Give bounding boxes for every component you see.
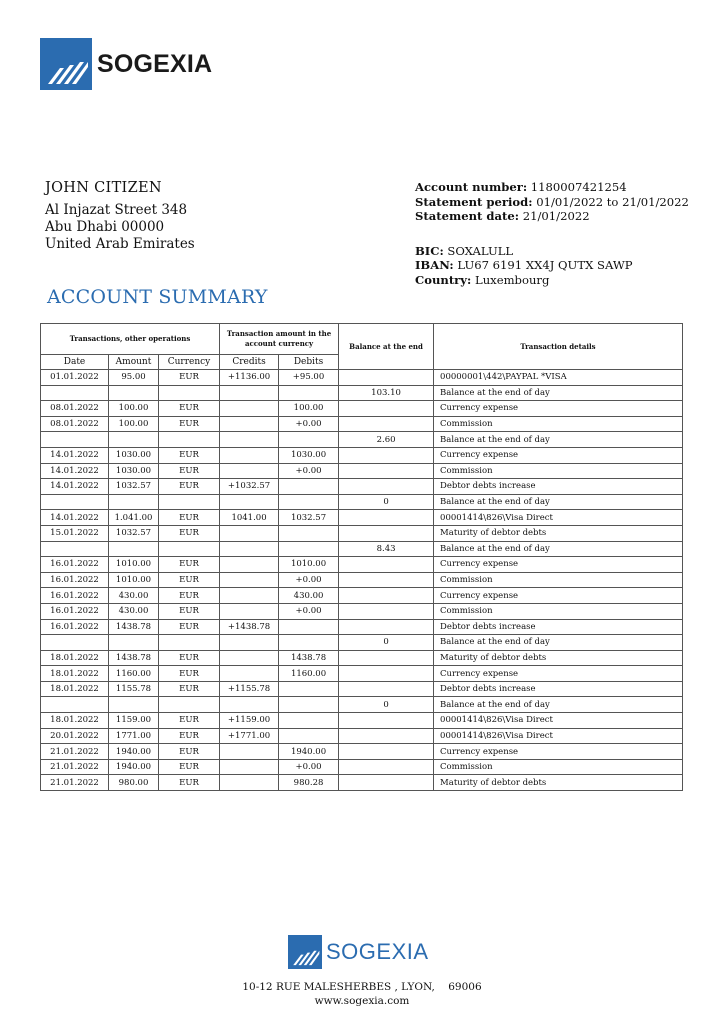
cell-details: Currency expense: [434, 401, 683, 417]
cell-date: [41, 697, 109, 713]
cell-credits: [220, 463, 279, 479]
cell-date: [41, 494, 109, 510]
cell-balance: 2.60: [339, 432, 434, 448]
cell-details: 00001414\826\Visa Direct: [434, 510, 683, 526]
cell-debits: [279, 619, 339, 635]
cell-currency: EUR: [159, 603, 220, 619]
cell-details: Balance at the end of day: [434, 541, 683, 557]
cell-currency: EUR: [159, 681, 220, 697]
table-row: [41, 370, 683, 386]
cell-credits: [220, 650, 279, 666]
bic-line: [415, 244, 689, 259]
cell-balance: [339, 510, 434, 526]
cell-details: Currency expense: [434, 447, 683, 463]
cell-details: Balance at the end of day: [434, 432, 683, 448]
cell-debits: [279, 432, 339, 448]
table-row: [41, 447, 683, 463]
cell-amount: 1010.00: [109, 557, 159, 573]
column-header-date: Date: [41, 355, 109, 370]
cell-credits: [220, 744, 279, 760]
cell-credits: +1032.57: [220, 479, 279, 495]
table-row: [41, 510, 683, 526]
account-number: 1180007421254: [530, 180, 627, 194]
cell-date: 15.01.2022: [41, 525, 109, 541]
table-row: [41, 525, 683, 541]
cell-date: 18.01.2022: [41, 650, 109, 666]
cell-amount: 430.00: [109, 603, 159, 619]
cell-details: Currency expense: [434, 666, 683, 682]
cell-balance: [339, 463, 434, 479]
cell-balance: [339, 666, 434, 682]
column-header-currency: Currency: [159, 355, 220, 370]
cell-balance: [339, 744, 434, 760]
cell-credits: [220, 416, 279, 432]
cell-currency: EUR: [159, 759, 220, 775]
cell-date: 18.01.2022: [41, 681, 109, 697]
cell-date: 08.01.2022: [41, 416, 109, 432]
cell-balance: [339, 479, 434, 495]
cell-credits: [220, 525, 279, 541]
table-row: [41, 650, 683, 666]
cell-balance: [339, 370, 434, 386]
cell-amount: 95.00: [109, 370, 159, 386]
cell-credits: [220, 557, 279, 573]
table-row: [41, 494, 683, 510]
cell-amount: 1010.00: [109, 572, 159, 588]
cell-credits: [220, 572, 279, 588]
cell-balance: [339, 603, 434, 619]
cell-details: Maturity of debtor debts: [434, 650, 683, 666]
cell-details: Currency expense: [434, 588, 683, 604]
cell-currency: [159, 541, 220, 557]
sogexia-footer-logo-icon: [288, 935, 322, 969]
cell-debits: +0.00: [279, 416, 339, 432]
cell-amount: 1438.78: [109, 650, 159, 666]
bic-label: BIC:: [415, 243, 444, 258]
cell-credits: [220, 494, 279, 510]
cell-balance: 0: [339, 635, 434, 651]
cell-amount: [109, 541, 159, 557]
account-info: [415, 180, 689, 288]
customer-address: [45, 180, 195, 253]
cell-credits: +1155.78: [220, 681, 279, 697]
cell-amount: 100.00: [109, 401, 159, 417]
cell-currency: EUR: [159, 619, 220, 635]
table-row: [41, 572, 683, 588]
cell-credits: [220, 541, 279, 557]
table-row: [41, 744, 683, 760]
cell-amount: [109, 494, 159, 510]
cell-debits: 980.28: [279, 775, 339, 791]
cell-currency: [159, 385, 220, 401]
cell-debits: [279, 728, 339, 744]
header-balance: Balance at the end: [339, 324, 434, 370]
cell-credits: [220, 603, 279, 619]
cell-debits: 1438.78: [279, 650, 339, 666]
cell-details: 00000001\442\PAYPAL *VISA: [434, 370, 683, 386]
header-operations: Transactions, other operations: [41, 324, 220, 355]
cell-balance: [339, 775, 434, 791]
cell-details: Debtor debts increase: [434, 479, 683, 495]
cell-debits: +95.00: [279, 370, 339, 386]
cell-balance: [339, 572, 434, 588]
cell-details: Commission: [434, 416, 683, 432]
cell-credits: [220, 432, 279, 448]
cell-date: 14.01.2022: [41, 463, 109, 479]
cell-details: Currency expense: [434, 557, 683, 573]
cell-details: Balance at the end of day: [434, 385, 683, 401]
cell-date: 16.01.2022: [41, 603, 109, 619]
table-row: [41, 463, 683, 479]
cell-debits: [279, 541, 339, 557]
cell-date: 14.01.2022: [41, 447, 109, 463]
cell-credits: +1136.00: [220, 370, 279, 386]
cell-amount: 1771.00: [109, 728, 159, 744]
cell-debits: [279, 697, 339, 713]
header-amount-currency: Transaction amount in the account currency: [220, 324, 339, 355]
statement-period-label: Statement period:: [415, 194, 533, 209]
cell-debits: [279, 494, 339, 510]
cell-currency: EUR: [159, 479, 220, 495]
account-number-line: [415, 180, 689, 195]
table-row: [41, 557, 683, 573]
cell-amount: 1155.78: [109, 681, 159, 697]
cell-amount: 1.041.00: [109, 510, 159, 526]
cell-amount: 430.00: [109, 588, 159, 604]
iban-label: IBAN:: [415, 258, 454, 273]
footer-logo: [288, 935, 429, 969]
cell-details: Commission: [434, 759, 683, 775]
cell-amount: 1940.00: [109, 744, 159, 760]
cell-credits: [220, 401, 279, 417]
cell-currency: EUR: [159, 447, 220, 463]
cell-currency: EUR: [159, 401, 220, 417]
table-row: [41, 588, 683, 604]
header-details: Transaction details: [434, 324, 683, 370]
cell-credits: [220, 697, 279, 713]
cell-currency: EUR: [159, 728, 220, 744]
cell-debits: +0.00: [279, 759, 339, 775]
sogexia-logo-icon: [40, 38, 92, 90]
cell-details: Commission: [434, 603, 683, 619]
bic-value: SOXALULL: [447, 243, 514, 258]
cell-currency: EUR: [159, 572, 220, 588]
customer-city: Abu Dhabi 00000: [45, 219, 165, 235]
footer-address-block: [0, 980, 724, 1008]
cell-date: [41, 635, 109, 651]
cell-debits: +0.00: [279, 463, 339, 479]
table-row: [41, 401, 683, 417]
iban-value: LU67 6191 XX4J QUTX SAWP: [457, 258, 633, 273]
cell-credits: [220, 588, 279, 604]
cell-date: 18.01.2022: [41, 666, 109, 682]
cell-debits: [279, 525, 339, 541]
cell-debits: 100.00: [279, 401, 339, 417]
cell-date: 14.01.2022: [41, 479, 109, 495]
cell-date: [41, 385, 109, 401]
cell-date: 16.01.2022: [41, 557, 109, 573]
cell-debits: +0.00: [279, 603, 339, 619]
cell-date: 21.01.2022: [41, 775, 109, 791]
iban-line: [415, 258, 689, 273]
cell-balance: 103.10: [339, 385, 434, 401]
cell-credits: [220, 759, 279, 775]
table-row: [41, 479, 683, 495]
customer-street: Al Injazat Street 348: [45, 202, 188, 218]
cell-credits: [220, 666, 279, 682]
cell-balance: [339, 401, 434, 417]
cell-balance: 0: [339, 697, 434, 713]
cell-details: Maturity of debtor debts: [434, 775, 683, 791]
cell-balance: [339, 713, 434, 729]
cell-currency: EUR: [159, 588, 220, 604]
cell-details: Balance at the end of day: [434, 494, 683, 510]
cell-amount: 1940.00: [109, 759, 159, 775]
cell-currency: [159, 697, 220, 713]
transactions-table: [40, 323, 683, 791]
cell-credits: [220, 385, 279, 401]
customer-country: United Arab Emirates: [45, 236, 195, 252]
cell-amount: [109, 635, 159, 651]
cell-credits: +1771.00: [220, 728, 279, 744]
table-row: [41, 666, 683, 682]
cell-details: Currency expense: [434, 744, 683, 760]
cell-details: Debtor debts increase: [434, 681, 683, 697]
table-row: [41, 635, 683, 651]
cell-balance: [339, 681, 434, 697]
cell-balance: [339, 650, 434, 666]
cell-date: 14.01.2022: [41, 510, 109, 526]
cell-amount: 1032.57: [109, 525, 159, 541]
cell-date: 21.01.2022: [41, 759, 109, 775]
footer-address: 10-12 RUE MALESHERBES , LYON, 69006: [242, 981, 482, 993]
table-row: [41, 603, 683, 619]
customer-name: JOHN CITIZEN: [45, 180, 162, 196]
cell-balance: 8.43: [339, 541, 434, 557]
table-row: [41, 728, 683, 744]
cell-debits: 1032.57: [279, 510, 339, 526]
cell-balance: [339, 447, 434, 463]
cell-date: 16.01.2022: [41, 619, 109, 635]
cell-amount: 1030.00: [109, 447, 159, 463]
table-row: [41, 681, 683, 697]
cell-date: 20.01.2022: [41, 728, 109, 744]
country-value: Luxembourg: [475, 272, 550, 287]
table-row: [41, 385, 683, 401]
cell-currency: EUR: [159, 525, 220, 541]
cell-credits: 1041.00: [220, 510, 279, 526]
cell-debits: 1940.00: [279, 744, 339, 760]
cell-date: 01.01.2022: [41, 370, 109, 386]
cell-amount: 1159.00: [109, 713, 159, 729]
table-row: [41, 619, 683, 635]
cell-date: 08.01.2022: [41, 401, 109, 417]
header-logo: [40, 38, 212, 90]
cell-details: Commission: [434, 572, 683, 588]
cell-balance: [339, 759, 434, 775]
cell-currency: [159, 635, 220, 651]
cell-currency: [159, 432, 220, 448]
statement-date-line: [415, 209, 689, 224]
cell-amount: 1160.00: [109, 666, 159, 682]
cell-credits: +1159.00: [220, 713, 279, 729]
cell-credits: +1438.78: [220, 619, 279, 635]
table-row: [41, 713, 683, 729]
table-row: [41, 432, 683, 448]
cell-balance: [339, 525, 434, 541]
cell-currency: EUR: [159, 463, 220, 479]
cell-currency: EUR: [159, 370, 220, 386]
cell-currency: EUR: [159, 775, 220, 791]
cell-debits: 1030.00: [279, 447, 339, 463]
cell-debits: [279, 479, 339, 495]
account-number-label: Account number:: [415, 180, 528, 194]
cell-debits: [279, 385, 339, 401]
cell-amount: 100.00: [109, 416, 159, 432]
table-row: [41, 759, 683, 775]
cell-details: Maturity of debtor debts: [434, 525, 683, 541]
cell-debits: [279, 713, 339, 729]
cell-credits: [220, 775, 279, 791]
column-header-debits: Debits: [279, 355, 339, 370]
cell-amount: 1032.57: [109, 479, 159, 495]
cell-debits: +0.00: [279, 572, 339, 588]
country-line: [415, 273, 689, 288]
cell-currency: EUR: [159, 557, 220, 573]
table-row: [41, 416, 683, 432]
footer-brand-name: SOGEXIA: [326, 939, 429, 964]
cell-credits: [220, 635, 279, 651]
column-header-credits: Credits: [220, 355, 279, 370]
table-row: [41, 775, 683, 791]
cell-date: 16.01.2022: [41, 572, 109, 588]
cell-amount: 1030.00: [109, 463, 159, 479]
cell-currency: EUR: [159, 666, 220, 682]
cell-amount: [109, 432, 159, 448]
cell-details: Debtor debts increase: [434, 619, 683, 635]
statement-date: 21/01/2022: [522, 209, 590, 224]
cell-balance: [339, 728, 434, 744]
cell-date: [41, 541, 109, 557]
table-row: [41, 541, 683, 557]
country-label: Country:: [415, 272, 472, 287]
cell-credits: [220, 447, 279, 463]
cell-balance: 0: [339, 494, 434, 510]
cell-currency: EUR: [159, 744, 220, 760]
cell-details: Commission: [434, 463, 683, 479]
brand-name: SOGEXIA: [97, 49, 213, 78]
cell-amount: 1438.78: [109, 619, 159, 635]
cell-date: [41, 432, 109, 448]
cell-details: 00001414\826\Visa Direct: [434, 713, 683, 729]
cell-date: 18.01.2022: [41, 713, 109, 729]
cell-currency: EUR: [159, 650, 220, 666]
cell-debits: 1010.00: [279, 557, 339, 573]
cell-balance: [339, 619, 434, 635]
cell-balance: [339, 588, 434, 604]
cell-details: Balance at the end of day: [434, 697, 683, 713]
cell-debits: [279, 681, 339, 697]
footer-website: www.sogexia.com: [314, 995, 410, 1007]
cell-details: Balance at the end of day: [434, 635, 683, 651]
column-header-amount: Amount: [109, 355, 159, 370]
cell-date: 16.01.2022: [41, 588, 109, 604]
cell-debits: 430.00: [279, 588, 339, 604]
cell-amount: [109, 697, 159, 713]
table-row: [41, 697, 683, 713]
cell-details: 00001414\826\Visa Direct: [434, 728, 683, 744]
cell-date: 21.01.2022: [41, 744, 109, 760]
cell-currency: [159, 494, 220, 510]
cell-currency: EUR: [159, 713, 220, 729]
page-title: ACCOUNT SUMMARY: [47, 286, 268, 308]
statement-period-line: [415, 195, 689, 210]
cell-amount: [109, 385, 159, 401]
cell-debits: 1160.00: [279, 666, 339, 682]
cell-currency: EUR: [159, 510, 220, 526]
statement-date-label: Statement date:: [415, 209, 520, 224]
statement-period: 01/01/2022 to 21/01/2022: [536, 194, 689, 209]
cell-debits: [279, 635, 339, 651]
cell-balance: [339, 416, 434, 432]
cell-currency: EUR: [159, 416, 220, 432]
cell-amount: 980.00: [109, 775, 159, 791]
cell-balance: [339, 557, 434, 573]
